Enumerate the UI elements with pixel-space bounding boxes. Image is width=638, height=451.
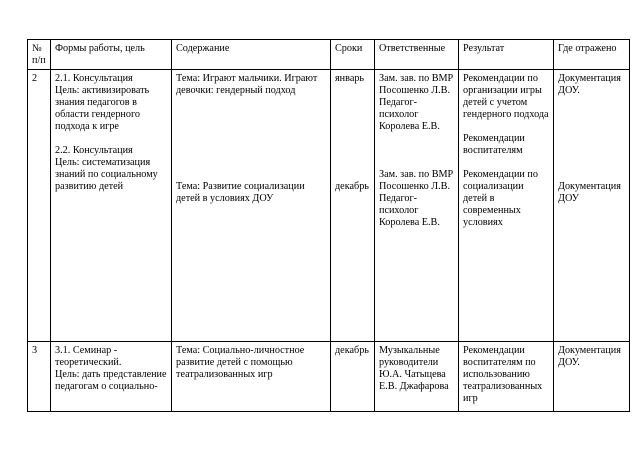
header-work-form: Формы работы, цель — [51, 40, 172, 70]
header-responsible: Ответственные — [375, 40, 459, 70]
item-2-1-content: Тема: Играют мальчики. Играют девочки: гендерный подход — [176, 73, 318, 96]
spacer — [335, 85, 370, 181]
spacer — [55, 133, 167, 145]
row-number: 3 — [28, 342, 51, 412]
header-row — [28, 40, 630, 70]
item-2-2-result: Рекомендации по социализации детей в современных условиях — [463, 169, 538, 228]
terms-cell: декабрь — [331, 342, 375, 412]
table-row — [28, 342, 630, 412]
item-2-1-where: Документация ДОУ. — [558, 73, 621, 96]
header-terms: Сроки — [331, 40, 375, 70]
work-form-cell: 3.1. Семинар - теоретический. Цель: дать представление педагогам о социально- — [51, 342, 172, 412]
item-2-1-term: январь — [335, 73, 365, 84]
item-2-2-where: Документация ДОУ — [558, 181, 621, 204]
item-2-1-form: 2.1. Консультация Цель: активизировать знания педагогов в области гендерного подхода к игре — [55, 73, 150, 132]
header-result: Результат — [459, 40, 554, 70]
item-2-2-responsible: Зам. зав. по ВМР Посошенко Л.В. Педагог-психолог Королева Е.В. — [379, 169, 454, 228]
result-cell — [459, 70, 554, 342]
spacer — [176, 97, 326, 181]
table-row — [28, 70, 630, 342]
spacer — [379, 133, 454, 169]
where-reflected-cell: Документация ДОУ. — [554, 342, 630, 412]
item-2-2-term: декабрь — [335, 181, 369, 192]
spacer — [558, 97, 625, 181]
header-content: Содержание — [172, 40, 331, 70]
item-2-2-form: 2.2. Консультация Цель: систематизация знаний по социальному развитию детей — [55, 145, 158, 192]
header-number: № п/п — [28, 40, 51, 70]
item-2-2-content: Тема: Развитие социализации детей в условиях ДОУ — [176, 181, 305, 204]
spacer — [463, 157, 549, 169]
header-where-reflected: Где отражено — [554, 40, 630, 70]
work-form-cell — [51, 70, 172, 342]
terms-cell — [331, 70, 375, 342]
where-reflected-cell — [554, 70, 630, 342]
work-plan-table — [27, 39, 630, 412]
content-cell — [172, 70, 331, 342]
responsible-cell: Музыкальные руководители Ю.А. Чатыцева Е.В. Джафарова — [375, 342, 459, 412]
content-cell: Тема: Социально-личностное развитие детей с помощью театрализованных игр — [172, 342, 331, 412]
row-number: 2 — [28, 70, 51, 342]
item-2-1-result: Рекомендации по организации игры детей с учетом гендерного подхода Рекомендации воспитателям — [463, 73, 549, 156]
result-cell: Рекомендации воспитателям по использованию театрализованных игр — [459, 342, 554, 412]
responsible-cell — [375, 70, 459, 342]
item-2-1-responsible: Зам. зав. по ВМР Посошенко Л.В. Педагог-психолог Королева Е.В. — [379, 73, 454, 132]
